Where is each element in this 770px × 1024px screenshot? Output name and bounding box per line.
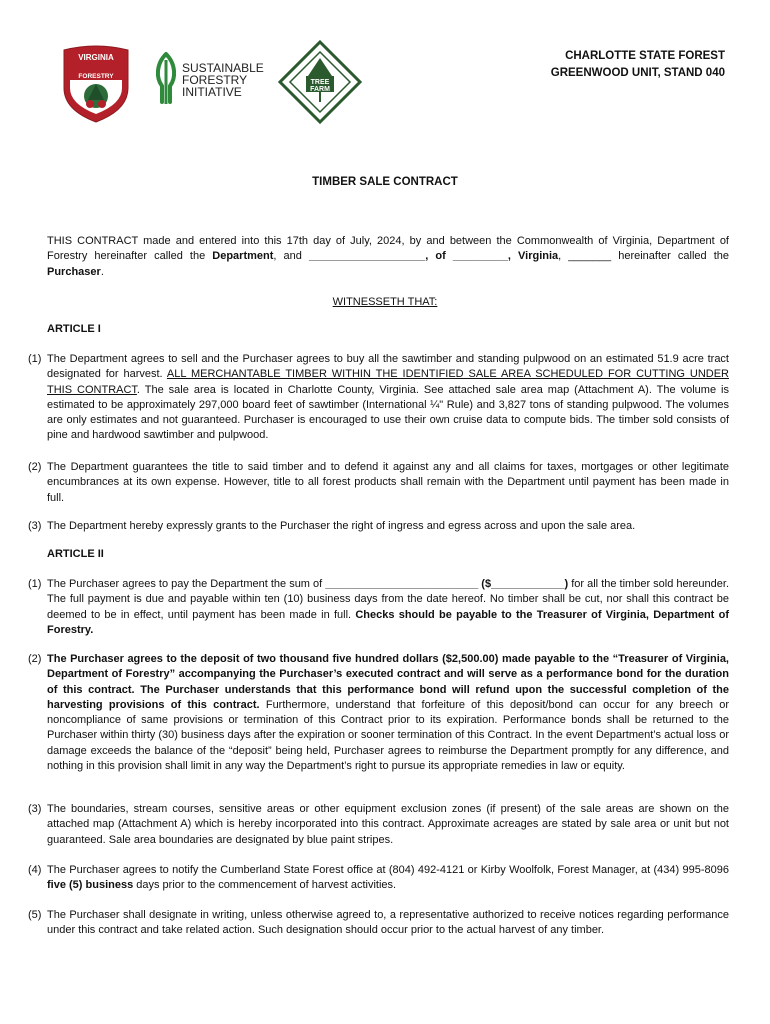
sfi-line1: SUSTAINABLE: [182, 61, 264, 75]
article-2-item-2: [28, 652, 729, 774]
payment-blank: _________________________ ($____________): [325, 578, 569, 590]
item-text: The boundaries, stream courses, sensitive areas or other equipment exclusion zones (if present) of the sale areas are shown on the attached map (Attachment A) which is hereby incorporated into this contract. Approximate acreages are stated by sale area or unit but not guaranteed. Sale area boundaries are designated by blue paint stripes.: [47, 803, 729, 846]
intro-text-d: .: [100, 265, 104, 278]
intro-department: Department: [212, 250, 274, 263]
item-number: (1): [28, 578, 42, 590]
article-1-item-3: [28, 519, 729, 534]
article-2-item-4: [28, 863, 729, 894]
intro-purchaser: Purchaser: [47, 265, 101, 278]
sfi-line2: FORESTRY: [182, 73, 248, 87]
page-title: TIMBER SALE CONTRACT: [312, 176, 458, 188]
item-bold-text: The Purchaser agrees to the deposit of two thousand five hundred dollars ($2,500.00) made payable to the “Treasurer of Virginia, Department of Forestry” accompanying the Purchaser’s executed contract and will serve as a performance bond for the duration of this contract. The Purchaser understands that this performance bond will refund upon the successful completion of the harvesting provisions of this contract.: [47, 653, 729, 711]
item-number: (3): [28, 520, 42, 532]
item-number: (3): [28, 803, 42, 815]
article-2-item-1: [28, 577, 729, 638]
item-text: Furthermore, understand that forfeiture of this deposit/bond can occur for any breech or noncompliance of same provisions or termination of this Contract prior to its expiration. Performance bonds shall be returned to the Purchaser within thirty (30) business days after the expiration or sooner termination of this Contract. In the event Department’s actual loss or damage exceeds the balance of the “deposit” being held, Purchaser agrees to reimburse the Department promptly for any difference, and nothing in this provision shall limit in any way the Department’s right to pursue its appropriate remedies in law or equity.: [47, 698, 729, 773]
article-2-heading: ARTICLE II: [47, 548, 104, 560]
item-number: (2): [28, 653, 42, 665]
intro-text-b: , and: [273, 250, 309, 263]
item-number: (2): [28, 461, 42, 473]
intro-text-a: THIS CONTRACT made and entered into this 17th day of July, 2024, by and between the Commonwealth of Virginia, Department of Forestry hereinafter called the: [47, 235, 729, 263]
intro-text-c: , _______ hereinafter called the: [558, 250, 729, 263]
header-line-1: CHARLOTTE STATE FOREST: [565, 50, 725, 62]
article-1-heading: ARTICLE I: [47, 323, 101, 335]
item-bold-text: five (5) business: [47, 879, 134, 892]
item-number: (4): [28, 864, 42, 876]
header-line-2: GREENWOOD UNIT, STAND 040: [550, 67, 725, 79]
forestry-logo-text: FORESTRY: [78, 73, 114, 80]
item-text-b: for all the timber sold hereunder. The full payment is due and payable within ten (10) business days from the date hereof. No timber shall be cut, nor shall this contract be deemed to be in effect, until payment has been made in full.: [47, 578, 730, 621]
intro-paragraph: [47, 234, 729, 280]
article-2-item-5: [28, 908, 729, 939]
document-header: [551, 48, 725, 82]
item-text: The Purchaser shall designate in writing, unless otherwise agreed to, a representative authorized to receive notices regarding performance under this contract and take related action. Such designation should occur prior to the actual harvest of any timber.: [47, 909, 729, 937]
article-1-item-2: [28, 460, 729, 506]
item-text: The Department agrees to sell and the Purchaser agrees to buy all the sawtimber and standing pulpwood on an estimated 51.9 acre tract designated for harvest.: [47, 353, 729, 381]
tree-farm-line2: FARM: [310, 86, 330, 93]
witnesseth-heading: WITNESSETH THAT:: [332, 296, 438, 308]
sfi-logo: [150, 50, 268, 110]
item-text-b: . The sale area is located in Charlotte County, Virginia. See attached sale area map (Attachment A). The volume is estimated to be approximately 297,000 board feet of sawtimber (International ¼" Rule) and 3,827 tons of standing pulpwood. The volumes are only estimates and not guaranteed. Purchaser is encouraged to use their own cruise data to compute bids. The timber sold consists of pine and hardwood sawtimber and pulpwood.: [47, 383, 729, 442]
virginia-forestry-logo: [60, 44, 132, 124]
item-text: The Department hereby expressly grants to the Purchaser the right of ingress and egress across and upon the sale area.: [47, 520, 636, 532]
item-underlined-text: ALL MERCHANTABLE TIMBER WITHIN THE IDENTIFIED SALE AREA SCHEDULED FOR CUTTING UNDER THIS CONTRACT: [47, 368, 729, 396]
item-number: (5): [28, 909, 42, 921]
intro-blank: ___________________, of _________, Virginia: [308, 250, 559, 263]
item-text: The Department guarantees the title to said timber and to defend it against any and all claims for taxes, mortgages or other legitimate encumbrances at its own expense. However, title to all forest products shall remain with the Department until payment has been made in full.: [47, 461, 729, 504]
article-1-item-1: [28, 352, 729, 444]
sfi-line3: INITIATIVE: [182, 85, 242, 99]
tree-farm-logo: [278, 40, 362, 124]
item-text: The Purchaser agrees to notify the Cumberland State Forest office at (804) 492-4121 or Kirby Woolfolk, Forest Manager, at (434) 995-8096: [47, 864, 729, 876]
tree-farm-line1: TREE: [310, 79, 330, 86]
item-number: (1): [28, 353, 42, 365]
virginia-logo-text: VIRGINIA: [78, 53, 114, 62]
item-bold-text: Checks should be payable to the Treasurer of Virginia, Department of Forestry.: [47, 608, 729, 636]
article-2-item-3: [28, 802, 729, 848]
item-text: The Purchaser agrees to pay the Department the sum of: [47, 578, 326, 590]
item-text-b: days prior to the commencement of harvest activities.: [133, 879, 397, 892]
